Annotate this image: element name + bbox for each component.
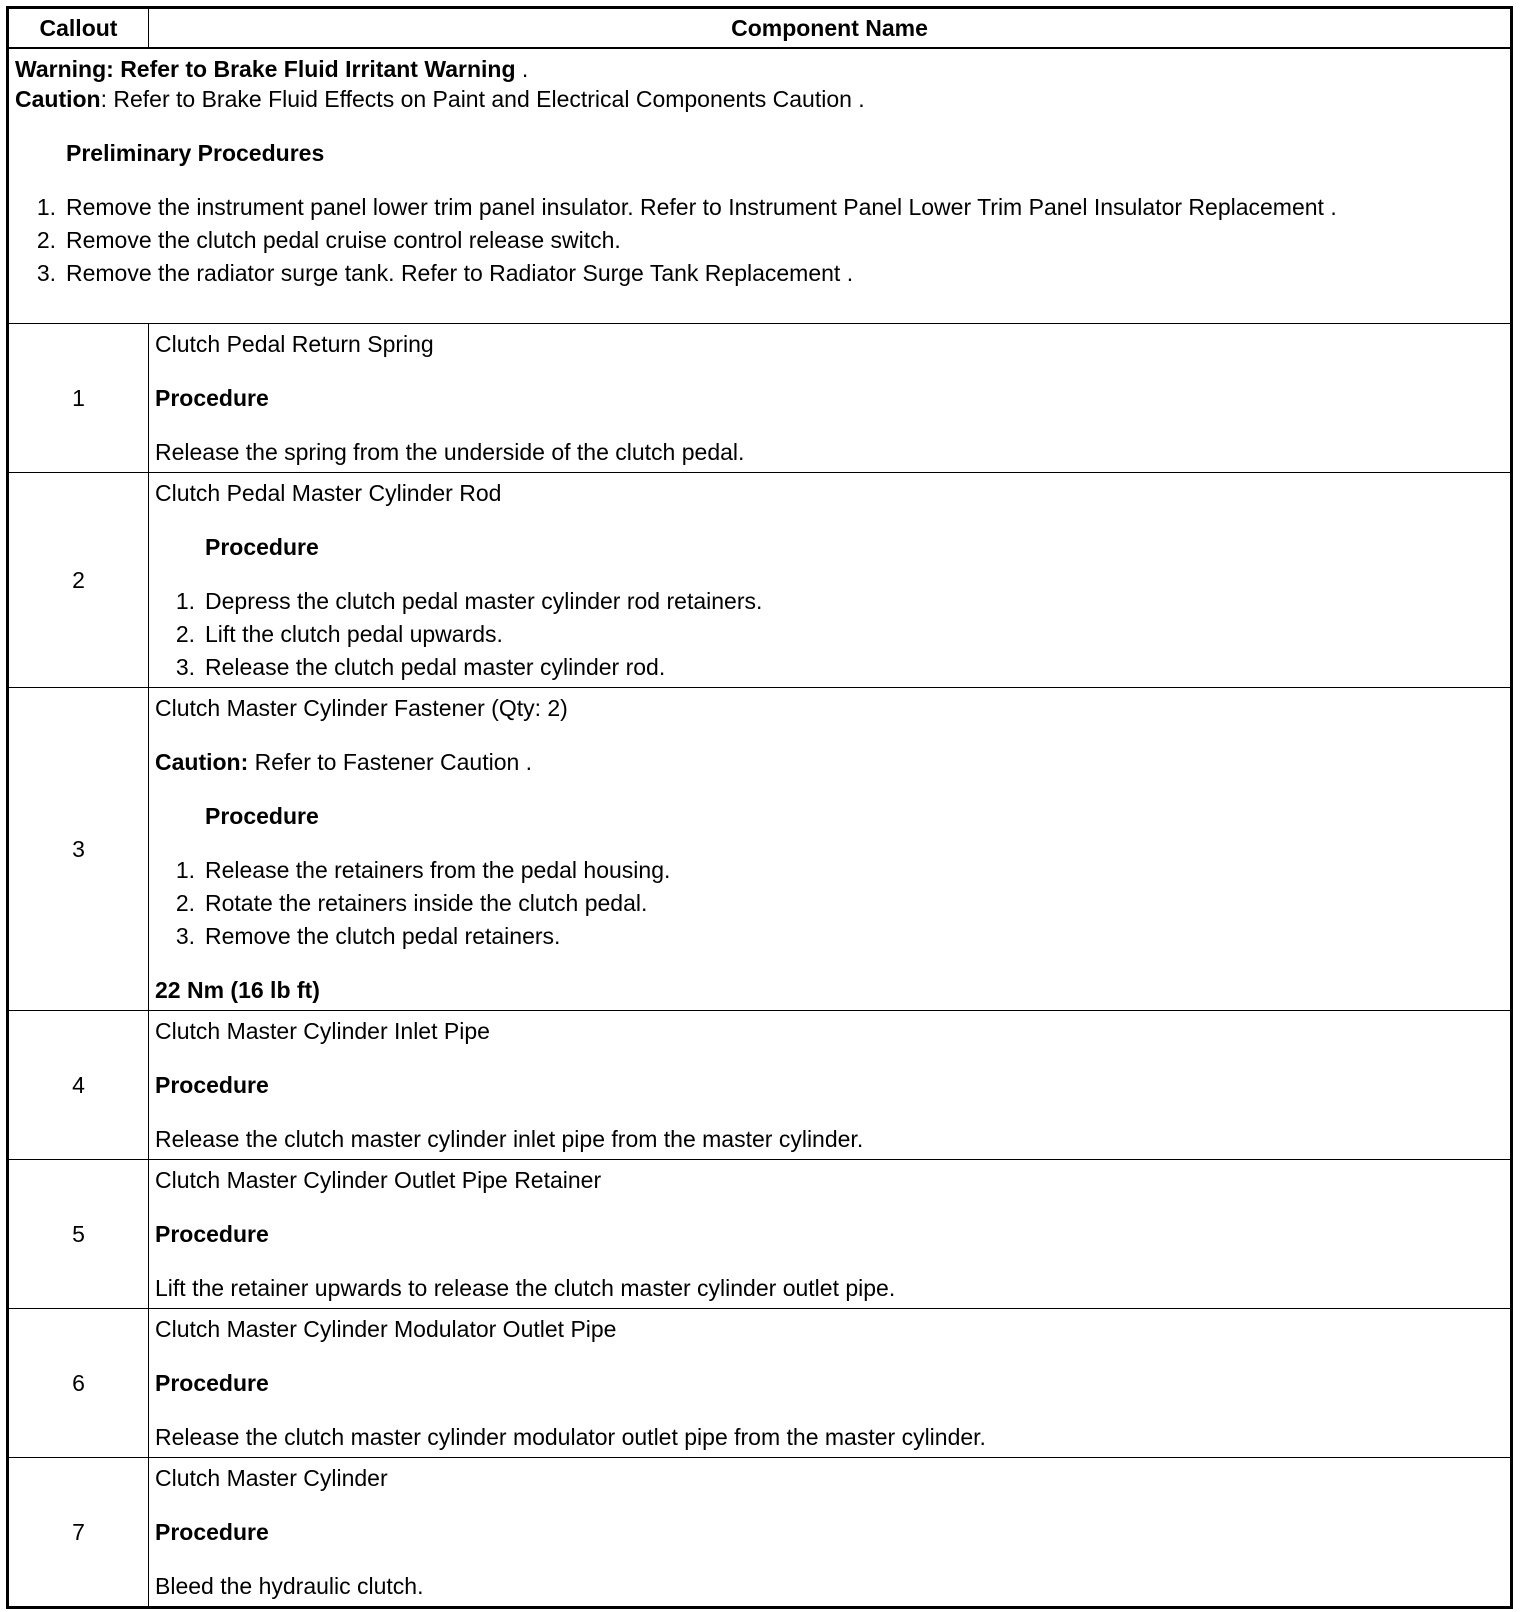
list-item: 1. Depress the clutch pedal master cylinder rod retainers. (175, 588, 763, 614)
caution-label: Caution (15, 86, 101, 112)
table-row (8, 688, 1512, 1011)
component-name: Clutch Master Cylinder Inlet Pipe (155, 1018, 490, 1044)
table-row (8, 1160, 1512, 1309)
header-row (8, 8, 1512, 49)
callout-header: Callout (8, 8, 149, 49)
procedure-steps (155, 585, 1504, 684)
caution-text: Refer to Fastener Caution . (254, 749, 533, 775)
preliminary-steps (15, 191, 1504, 290)
component-cell (149, 324, 1512, 473)
list-item: 1. Remove the instrument panel lower trim panel insulator. Refer to Instrument Panel Lower Trim Panel Insulator Replacement . (36, 194, 1337, 220)
list-item: 3. Remove the clutch pedal retainers. (175, 923, 561, 949)
caution-text: : Refer to Brake Fluid Effects on Paint and Electrical Components Caution . (100, 86, 865, 112)
component-name: Clutch Master Cylinder (155, 1465, 388, 1491)
component-cell (149, 1309, 1512, 1458)
procedure-text: Release the clutch master cylinder modulator outlet pipe from the master cylinder. (155, 1424, 986, 1450)
procedure-label: Procedure (205, 803, 319, 829)
component-name: Clutch Pedal Master Cylinder Rod (155, 480, 502, 506)
component-cell (149, 473, 1512, 688)
table-row (8, 324, 1512, 473)
table-row (8, 1309, 1512, 1458)
procedure-text: Bleed the hydraulic clutch. (155, 1573, 424, 1599)
preliminary-heading: Preliminary Procedures (66, 140, 325, 166)
callout-number: 3 (8, 688, 149, 1011)
component-name-header: Component Name (149, 8, 1512, 49)
list-item: 2. Lift the clutch pedal upwards. (175, 621, 503, 647)
callout-number: 6 (8, 1309, 149, 1458)
component-cell (149, 688, 1512, 1011)
callout-number: 4 (8, 1011, 149, 1160)
fastener-caution (155, 746, 1504, 779)
procedure-steps (155, 854, 1504, 953)
procedure-label: Procedure (155, 1072, 269, 1098)
component-cell (149, 1458, 1512, 1608)
warning-line: Warning: Refer to Brake Fluid Irritant Warning . (15, 56, 529, 82)
list-item: 3. Release the clutch pedal master cylinder rod. (175, 654, 666, 680)
caution-label: Caution: (155, 749, 249, 775)
list-item: 1. Release the retainers from the pedal housing. (175, 857, 671, 883)
procedure-label: Procedure (155, 1370, 269, 1396)
component-name: Clutch Master Cylinder Outlet Pipe Retainer (155, 1167, 602, 1193)
component-name: Clutch Master Cylinder Fastener (Qty: 2) (155, 695, 568, 721)
procedure-text: Release the spring from the underside of the clutch pedal. (155, 439, 745, 465)
procedure-label: Procedure (155, 385, 269, 411)
procedure-text: Release the clutch master cylinder inlet pipe from the master cylinder. (155, 1126, 864, 1152)
callout-number: 5 (8, 1160, 149, 1309)
table-row (8, 1458, 1512, 1608)
procedure-label: Procedure (155, 1519, 269, 1545)
procedure-text: Lift the retainer upwards to release the clutch master cylinder outlet pipe. (155, 1275, 896, 1301)
callout-number: 7 (8, 1458, 149, 1608)
table-row (8, 1011, 1512, 1160)
warning-label: Warning: (15, 56, 114, 82)
torque-spec: 22 Nm (16 lb ft) (155, 977, 320, 1003)
component-name: Clutch Master Cylinder Modulator Outlet Pipe (155, 1316, 617, 1342)
warning-text: Refer to Brake Fluid Irritant Warning (120, 56, 516, 82)
callout-number: 1 (8, 324, 149, 473)
caution-line (15, 83, 1504, 116)
list-item: 2. Remove the clutch pedal cruise control release switch. (36, 227, 621, 253)
component-name: Clutch Pedal Return Spring (155, 331, 434, 357)
table-row (8, 473, 1512, 688)
procedure-label: Procedure (155, 1221, 269, 1247)
component-cell (149, 1011, 1512, 1160)
component-cell (149, 1160, 1512, 1309)
callout-number: 2 (8, 473, 149, 688)
list-item: 2. Rotate the retainers inside the clutch pedal. (175, 890, 648, 916)
intro-cell (8, 48, 1512, 324)
procedure-label: Procedure (205, 534, 319, 560)
intro-row (8, 48, 1512, 324)
list-item: 3. Remove the radiator surge tank. Refer to Radiator Surge Tank Replacement . (36, 260, 854, 286)
procedure-table (6, 6, 1513, 1609)
